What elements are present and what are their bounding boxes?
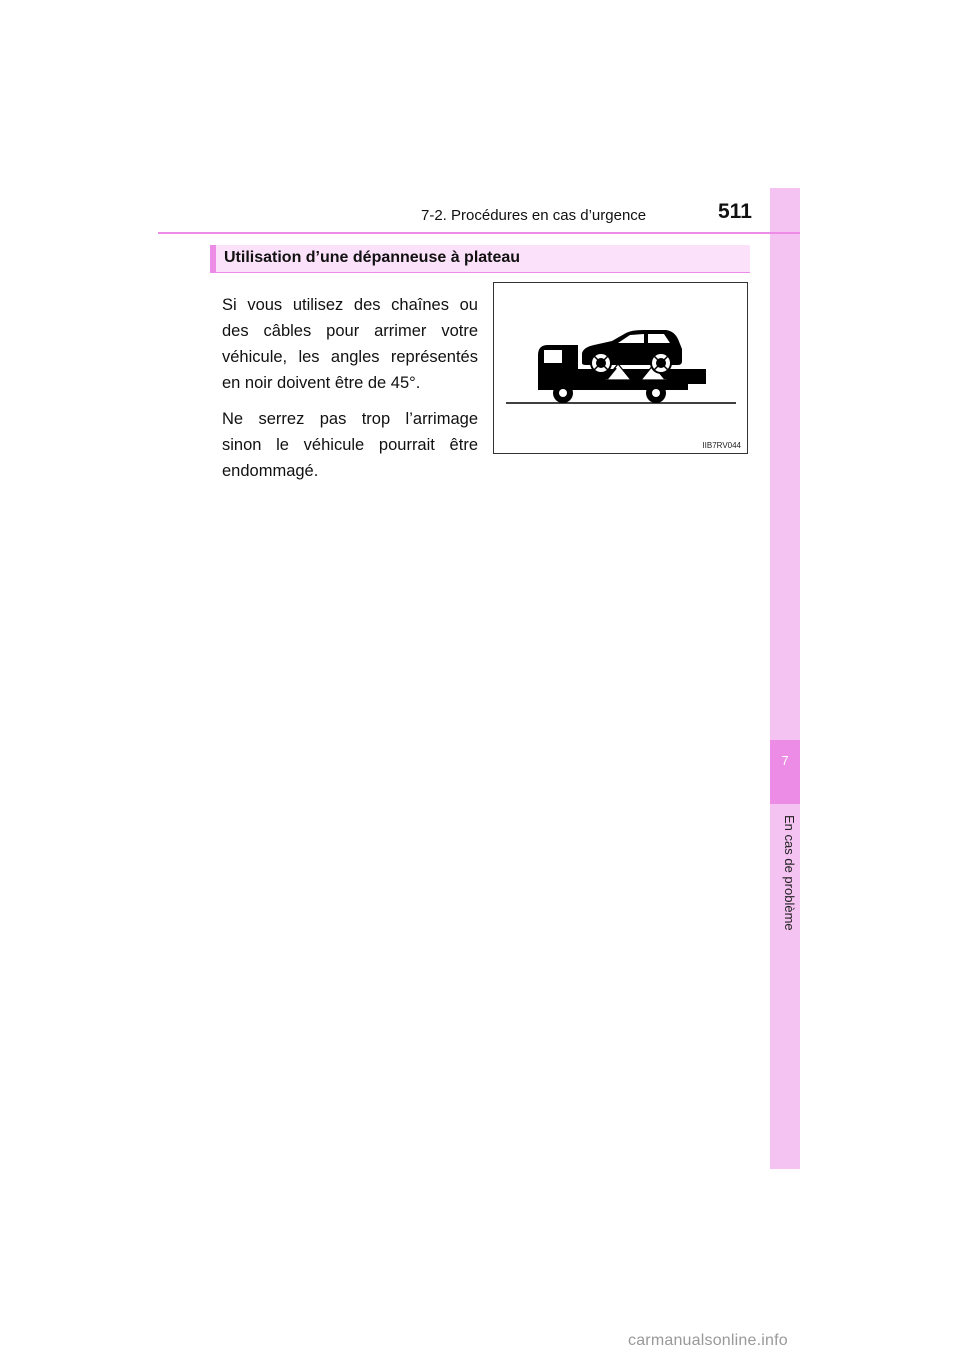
section-heading — [210, 245, 750, 273]
chapter-number-tab — [770, 740, 800, 804]
chapter-number: 7 — [781, 753, 789, 768]
section-label: 7-2. Procédures en cas d’urgence — [421, 207, 647, 224]
paragraph-2: Ne serrez pas trop l’arrimage sinon le véhicule pourrait être endommagé. — [222, 410, 478, 480]
figure-flatbed-truck — [493, 282, 748, 454]
chapter-side-tab — [770, 188, 800, 1169]
heading-text: Utilisation d’une dépanneuse à plateau — [224, 249, 521, 266]
heading-accent — [210, 245, 216, 272]
figure-code: IIB7RV044 — [702, 441, 741, 450]
body-text — [222, 292, 478, 494]
chapter-title: En cas de problème — [782, 815, 797, 931]
flatbed-tow-truck-icon — [494, 283, 747, 453]
watermark: carmanualsonline.info — [628, 1332, 788, 1349]
header-rule — [158, 232, 800, 234]
paragraph-1: Si vous utilisez des chaînes ou des câbles pour arrimer votre véhicule, les angles représentés en noir doivent être de 45°. — [222, 296, 478, 392]
page-number: 511 — [718, 200, 752, 223]
